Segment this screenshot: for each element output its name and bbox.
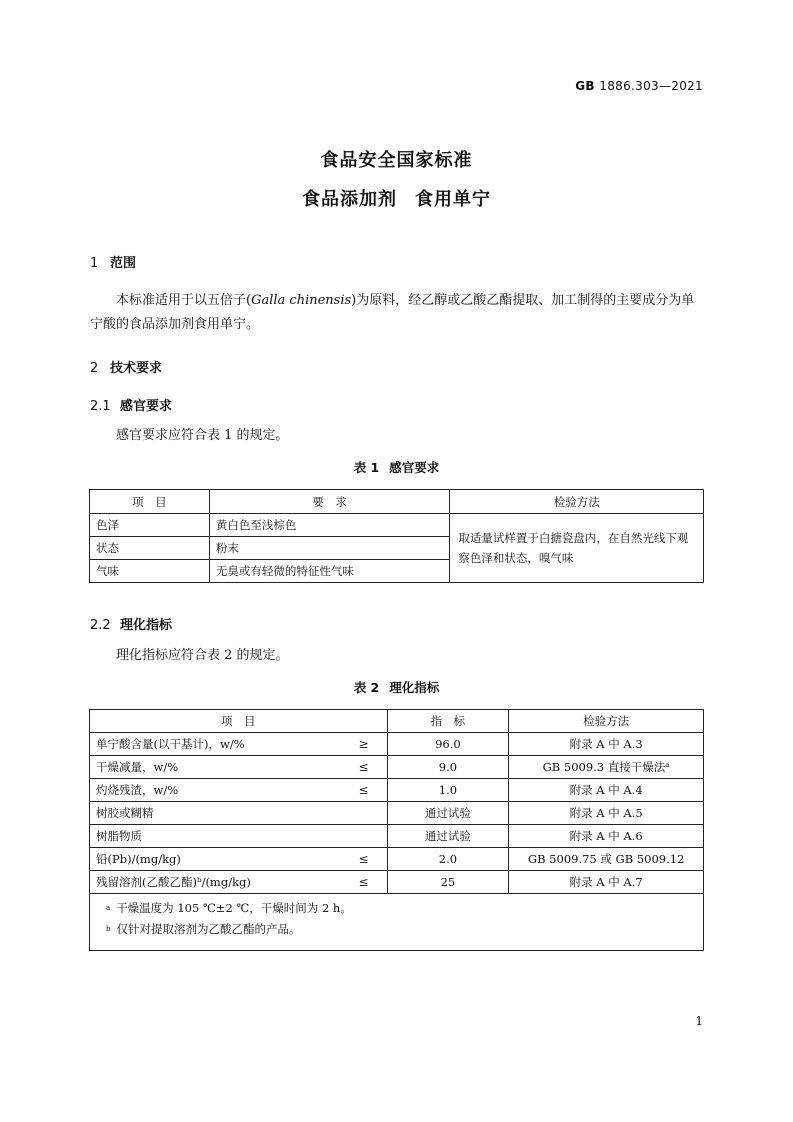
- row-requirement: 黄白色至浅棕色: [209, 514, 450, 537]
- section-number: 1: [90, 256, 99, 271]
- row-item: 残留溶剂(乙酸乙酯)ᵇ/(mg/kg): [96, 875, 251, 889]
- row-item: 树胶或糊精: [96, 806, 154, 820]
- header-item: 项 目: [90, 490, 210, 514]
- row-item-cell: [90, 848, 388, 871]
- section-title: 理化指标: [120, 618, 173, 633]
- table-header-row: [90, 490, 704, 514]
- row-method: 附录 A 中 A.4: [509, 779, 704, 802]
- header-index: 指 标: [387, 710, 509, 733]
- row-item: 铅(Pb)/(mg/kg): [96, 852, 181, 866]
- row-value: 25: [387, 871, 509, 894]
- section-title: 范围: [110, 256, 137, 271]
- document-subtitle: [0, 185, 793, 211]
- row-value: 通过试验: [387, 825, 509, 848]
- row-item-cell: [90, 733, 388, 756]
- header-method: 检验方法: [509, 710, 704, 733]
- caption-number: 表 1: [353, 460, 380, 475]
- scope-text-1: 本标准适用于以五倍子(: [116, 293, 252, 308]
- physicochemical-table: [89, 709, 704, 951]
- caption-title: 感官要求: [389, 460, 440, 475]
- footnotes-cell: [90, 894, 704, 951]
- relation-symbol: ≤: [358, 875, 369, 889]
- table-row: [90, 825, 704, 848]
- row-item-cell: [90, 779, 388, 802]
- row-item-cell: [90, 871, 388, 894]
- section-2-heading: [90, 357, 162, 376]
- table-2-caption: [0, 678, 793, 696]
- page-number: 1: [695, 1014, 703, 1028]
- section-title: 技术要求: [110, 361, 163, 376]
- section-2-1-heading: [90, 395, 172, 414]
- section-title: 感官要求: [120, 399, 173, 414]
- relation-symbol: ≥: [358, 737, 369, 751]
- row-item: 灼烧残渣，w/%: [96, 783, 179, 797]
- standard-code: 1886.303—2021: [599, 79, 703, 93]
- subtitle-part-2: 食用单宁: [415, 189, 491, 210]
- row-value: 9.0: [387, 756, 509, 779]
- latin-name: Galla chinensis: [251, 293, 352, 308]
- section-1-heading: [90, 252, 136, 271]
- document-title: 食品安全国家标准: [320, 150, 473, 171]
- row-item-cell: [90, 802, 388, 825]
- header-method: 检验方法: [450, 490, 704, 514]
- standard-prefix: GB: [575, 79, 595, 93]
- table-row: [90, 756, 704, 779]
- footnote-a: [106, 898, 687, 919]
- caption-title: 理化指标: [389, 680, 440, 695]
- row-value: 2.0: [387, 848, 509, 871]
- row-method: 附录 A 中 A.5: [509, 802, 704, 825]
- standard-number: [575, 79, 703, 93]
- row-item: 状态: [90, 537, 210, 560]
- footnotes-row: [90, 894, 704, 951]
- row-requirement: 无臭或有轻微的特征性气味: [209, 560, 450, 583]
- row-item-cell: [90, 825, 388, 848]
- section-number: 2: [90, 361, 99, 376]
- table-row: [90, 514, 704, 537]
- sensory-table: [89, 489, 704, 583]
- footnote-text: 干燥温度为 105 ℃±2 ℃，干燥时间为 2 h。: [116, 901, 352, 915]
- sensory-paragraph: 感官要求应符合表 1 的规定。: [116, 428, 289, 443]
- section-number: 2.2: [90, 618, 111, 633]
- table-row: [90, 871, 704, 894]
- section-number: 2.1: [90, 399, 111, 414]
- subtitle-part-1: 食品添加剂: [302, 189, 397, 210]
- row-method: 附录 A 中 A.3: [509, 733, 704, 756]
- row-item: 气味: [90, 560, 210, 583]
- row-method: 附录 A 中 A.6: [509, 825, 704, 848]
- footnote-mark: a: [106, 904, 111, 912]
- physicochemical-paragraph: 理化指标应符合表 2 的规定。: [116, 648, 289, 663]
- table-header-row: [90, 710, 704, 733]
- relation-symbol: ≤: [358, 783, 369, 797]
- row-item: 树脂物质: [96, 829, 142, 843]
- row-item: 单宁酸含量(以干基计)，w/%: [96, 737, 245, 751]
- scope-text-2: )为原料，经乙醇或乙酸乙酯提取、加工制得的主要成分为单宁酸的食品添加剂食用单宁。: [90, 293, 695, 332]
- row-method: GB 5009.3 直接干燥法ᵃ: [509, 756, 704, 779]
- row-value: 通过试验: [387, 802, 509, 825]
- row-item: 干燥减量，w/%: [96, 760, 179, 774]
- relation-symbol: ≤: [358, 760, 369, 774]
- section-2-2-heading: [90, 614, 172, 633]
- caption-number: 表 2: [353, 680, 380, 695]
- row-item: 色泽: [90, 514, 210, 537]
- footnote-b: [106, 919, 687, 940]
- table-row: [90, 848, 704, 871]
- row-value: 96.0: [387, 733, 509, 756]
- row-method: GB 5009.75 或 GB 5009.12: [509, 848, 704, 871]
- table-row: [90, 802, 704, 825]
- footnote-text: 仅针对提取溶剂为乙酸乙酯的产品。: [116, 922, 301, 936]
- table-row: [90, 779, 704, 802]
- table-1-caption: [0, 458, 793, 476]
- row-value: 1.0: [387, 779, 509, 802]
- row-requirement: 粉末: [209, 537, 450, 560]
- relation-symbol: ≤: [358, 852, 369, 866]
- header-requirement: 要 求: [209, 490, 450, 514]
- scope-paragraph: [90, 289, 704, 337]
- header-item: 项 目: [90, 710, 388, 733]
- method-cell: 取适量试样置于白搪瓷盘内，在自然光线下观察色泽和状态，嗅气味: [450, 514, 704, 583]
- table-row: [90, 733, 704, 756]
- row-method: 附录 A 中 A.7: [509, 871, 704, 894]
- row-item-cell: [90, 756, 388, 779]
- footnote-mark: b: [106, 925, 111, 933]
